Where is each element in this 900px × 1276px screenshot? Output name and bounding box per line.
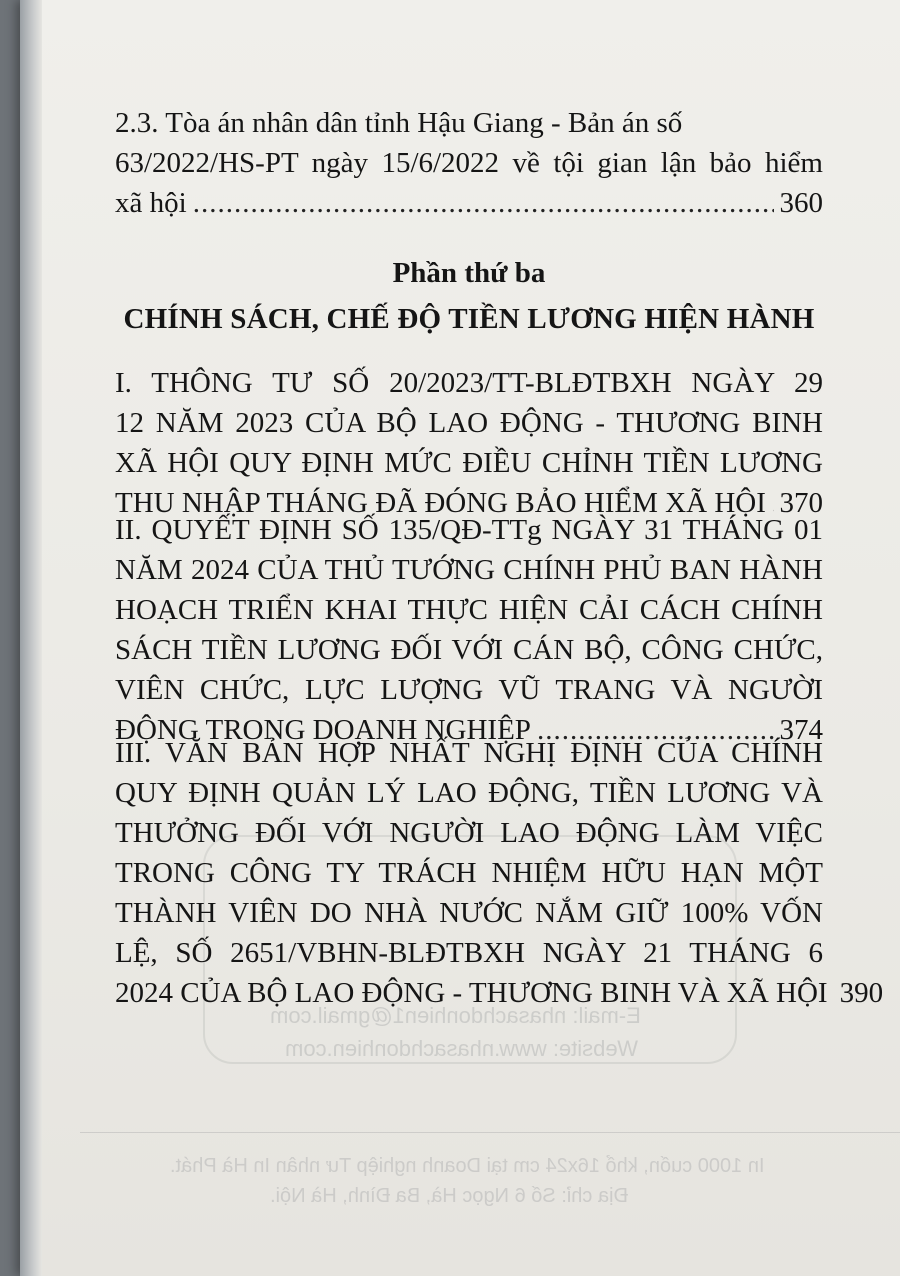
- toc-entry-text: 2024 CỦA BỘ LAO ĐỘNG - THƯƠNG BINH VÀ XÃ HỘI: [115, 977, 828, 1009]
- page-number: 390: [839, 977, 884, 1009]
- toc-entry-line: NĂM 2024 CỦA THỦ TƯỚNG CHÍNH PHỦ BAN HÀNH: [115, 554, 823, 586]
- toc-entry-line: XÃ HỘI QUY ĐỊNH MỨC ĐIỀU CHỈNH TIỀN LƯƠNG: [115, 447, 823, 479]
- toc-entry-text: THU NHẬP THÁNG ĐÃ ĐÓNG BẢO HIỂM XÃ HỘI: [115, 487, 766, 519]
- toc-entry-2-3: [115, 103, 823, 223]
- toc-entry-last-line: [115, 183, 823, 223]
- book-spine-shadow: [20, 0, 42, 1276]
- toc-entry-line: QUY ĐỊNH QUẢN LÝ LAO ĐỘNG, TIỀN LƯƠNG VÀ: [115, 777, 823, 809]
- dot-leader: [193, 183, 774, 223]
- toc-entry-line: 2.3. Tòa án nhân dân tỉnh Hậu Giang - Bản án số: [115, 107, 683, 139]
- toc-entry-text: xã hội: [115, 187, 187, 219]
- book-page: [20, 0, 900, 1276]
- toc-entry-i: [115, 363, 823, 523]
- part-title: CHÍNH SÁCH, CHẾ ĐỘ TIỀN LƯƠNG HIỆN HÀNH: [123, 303, 815, 335]
- toc-entry-line: III. VĂN BẢN HỢP NHẤT NGHỊ ĐỊNH CỦA CHÍNH: [115, 737, 823, 769]
- toc-entry-line: II. QUYẾT ĐỊNH SỐ 135/QĐ-TTg NGÀY 31 THÁNG 01: [115, 514, 823, 546]
- toc-entry-line: SÁCH TIỀN LƯƠNG ĐỐI VỚI CÁN BỘ, CÔNG CHỨC,: [115, 634, 823, 666]
- show-through-print-line-2: Địa chỉ: Số 6 Ngọc Hà, Ba Đình, Hà Nội.: [270, 1185, 628, 1207]
- show-through-email: E-mail: nhasachdonhien1@gmail.com: [270, 1003, 641, 1028]
- part-label: Phần thứ ba: [392, 257, 546, 289]
- page-number: 360: [779, 187, 823, 219]
- toc-entry-line: 12 NĂM 2023 CỦA BỘ LAO ĐỘNG - THƯƠNG BINH: [115, 407, 823, 439]
- toc-entry-line: LỆ, SỐ 2651/VBHN-BLĐTBXH NGÀY 21 THÁNG 6: [115, 937, 823, 969]
- toc-entry-line: VIÊN CHỨC, LỰC LƯỢNG VŨ TRANG VÀ NGƯỜI: [115, 674, 823, 706]
- show-through-print-line-1: In 1000 cuốn, khổ 16x24 cm tại Doanh nghiệp Tư nhân In Hà Phát.: [170, 1155, 765, 1177]
- toc-entry-line: HOẠCH TRIỂN KHAI THỰC HIỆN CẢI CÁCH CHÍNH: [115, 594, 823, 626]
- toc-entry-iii: [115, 733, 884, 1013]
- toc-entry-line: TRONG CÔNG TY TRÁCH NHIỆM HỮU HẠN MỘT: [115, 857, 823, 889]
- toc-entry-line: 63/2022/HS-PT ngày 15/6/2022 về tội gian lận bảo hiểm: [115, 147, 823, 179]
- page-number: 370: [779, 487, 823, 519]
- toc-entry-line: THƯỞNG ĐỐI VỚI NGƯỜI LAO ĐỘNG LÀM VIỆC: [115, 817, 823, 849]
- toc-entry-text: ĐỘNG TRONG DOANH NGHIỆP: [115, 714, 531, 746]
- show-through-website: Website: www.nhasachdonhien.com: [285, 1036, 639, 1061]
- page-number: 374: [779, 714, 823, 746]
- show-through-rule: [80, 1132, 900, 1133]
- toc-entry-line: THÀNH VIÊN DO NHÀ NƯỚC NẮM GIỮ 100% VỐN: [115, 897, 823, 929]
- toc-entry-ii: [115, 510, 823, 750]
- toc-entry-last-line: [115, 973, 884, 1013]
- toc-entry-line: I. THÔNG TƯ SỐ 20/2023/TT-BLĐTBXH NGÀY 29: [115, 367, 823, 399]
